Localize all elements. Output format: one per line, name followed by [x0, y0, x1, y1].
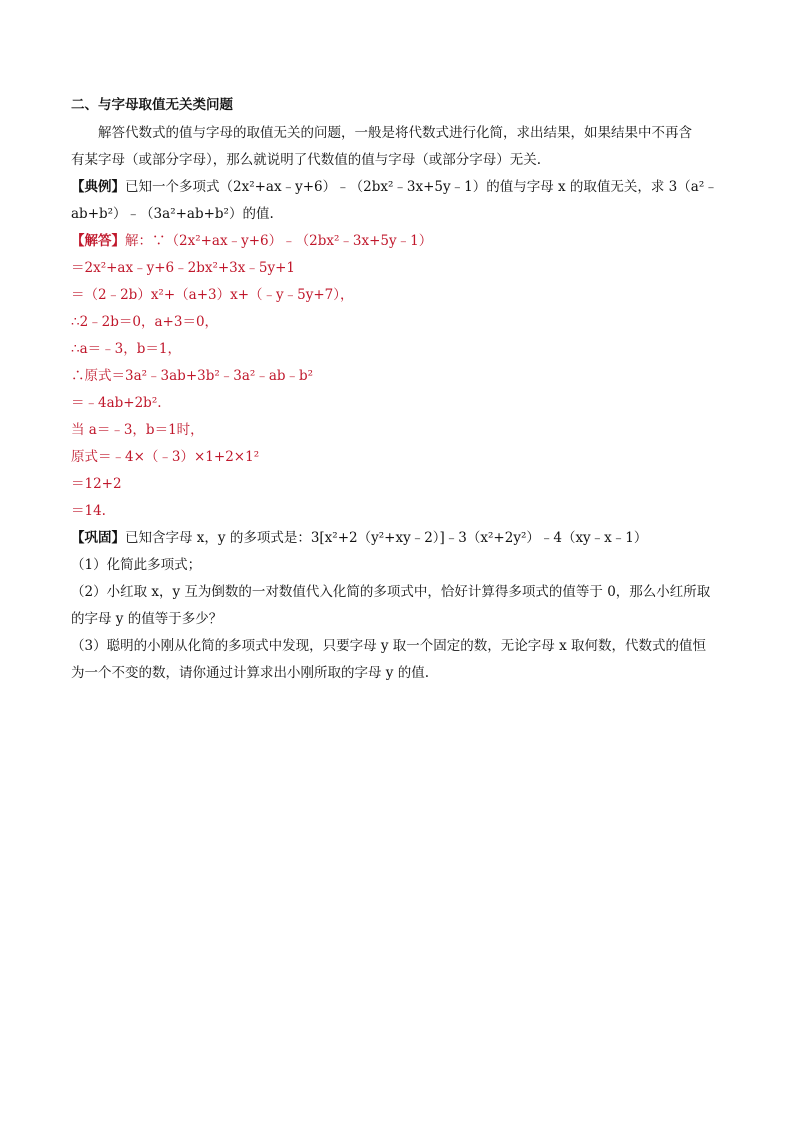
solution-step-8: 当 a＝﹣3，b＝1时， [71, 422, 204, 438]
example-text-1: 已知一个多项式（2x²+ax﹣y+6）﹣（2bx²﹣3x+5y﹣1）的值与字母 x 的取值无关，求 3（a²﹣ [125, 179, 718, 195]
exercise-question-3-line-1: （3）聪明的小刚从化简的多项式中发现，只要字母 y 取一个固定的数，无论字母 x 取何数，代数式的值恒 [71, 638, 706, 654]
solution-step-3: ＝（2﹣2b）x²+（a+3）x+（﹣y﹣5y+7）， [71, 287, 354, 303]
solution-line-1 [71, 232, 432, 250]
exercise-question-2-line-1: （2）小红取 x，y 互为倒数的一对数值代入化简的多项式中，恰好计算得多项式的值等于 0，那么小红所取 [71, 584, 711, 600]
exercise-tag: 【巩固】 [71, 530, 125, 546]
solution-step-5: ∴a＝﹣3，b＝1， [71, 341, 181, 357]
solution-step-10: ＝12+2 [71, 476, 122, 492]
example-line-2: ab+b²）﹣（3a²+ab+b²）的值. [71, 206, 274, 222]
exercise-stem: 已知含字母 x，y 的多项式是：3[x²+2（y²+xy﹣2）]﹣3（x²+2y²）﹣4（xy﹣x﹣1） [125, 530, 648, 546]
solution-step-11: ＝14. [71, 503, 106, 519]
exercise-question-1: （1）化简此多项式； [71, 557, 202, 573]
intro-paragraph-line-1: 解答代数式的值与字母的取值无关的问题，一般是将代数式进行化简，求出结果，如果结果中不再含 [98, 125, 692, 141]
exercise-stem-line [71, 529, 647, 547]
solution-step-7: ＝﹣4ab+2b². [71, 395, 162, 411]
solution-step-4: ∴2﹣2b＝0，a+3＝0， [71, 314, 219, 330]
solution-step-1: 解：∵（2x²+ax﹣y+6）﹣（2bx²﹣3x+5y﹣1） [125, 233, 433, 249]
section-title: 二、与字母取值无关类问题 [71, 97, 233, 113]
solution-tag: 【解答】 [71, 233, 125, 249]
solution-step-9: 原式＝﹣4×（﹣3）×1+2×1² [71, 449, 260, 465]
solution-step-2: ＝2x²+ax﹣y+6﹣2bx²+3x﹣5y+1 [71, 260, 296, 276]
example-line-1 [71, 178, 718, 196]
intro-paragraph-line-2: 有某字母（或部分字母），那么就说明了代数值的值与字母（或部分字母）无关. [71, 152, 542, 168]
exercise-question-3-line-2: 为一个不变的数，请你通过计算求出小刚所取的字母 y 的值. [71, 665, 429, 681]
example-tag: 【典例】 [71, 179, 125, 195]
exercise-question-2-line-2: 的字母 y 的值等于多少？ [71, 611, 223, 627]
solution-step-6: ∴原式＝3a²﹣3ab+3b²﹣3a²﹣ab﹣b² [71, 368, 314, 384]
